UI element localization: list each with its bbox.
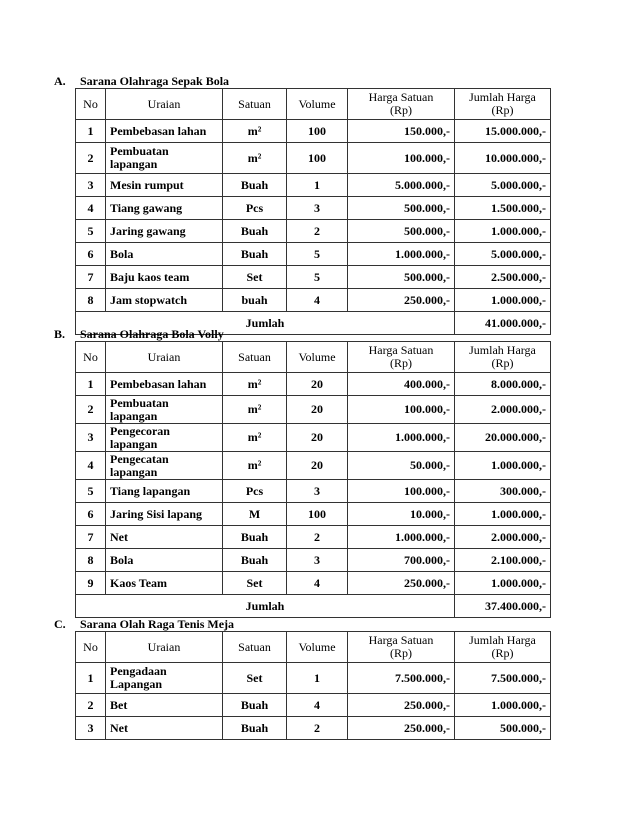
cell-satuan: Pcs xyxy=(223,480,287,503)
header-uraian: Uraian xyxy=(106,89,223,120)
cell-harga-satuan: 10.000,- xyxy=(348,503,455,526)
cell-harga-satuan: 1.000.000,- xyxy=(348,526,455,549)
cell-harga-satuan: 100.000,- xyxy=(348,396,455,424)
cell-harga-satuan: 250.000,- xyxy=(348,289,455,312)
cell-uraian: Tiang lapangan xyxy=(106,480,223,503)
cell-uraian xyxy=(106,143,223,174)
cell-volume: 1 xyxy=(287,663,348,694)
table-row xyxy=(76,120,551,143)
cell-harga-satuan: 500.000,- xyxy=(348,197,455,220)
cell-satuan: Buah xyxy=(223,717,287,740)
cell-no: 1 xyxy=(76,663,106,694)
cell-jumlah-harga: 2.100.000,- xyxy=(455,549,551,572)
section-b-title xyxy=(54,327,224,341)
cell-uraian xyxy=(106,663,223,694)
cell-uraian-line2: lapangan xyxy=(110,464,158,479)
table-row xyxy=(76,480,551,503)
table-row xyxy=(76,243,551,266)
table-header-row xyxy=(76,632,551,663)
header-uraian: Uraian xyxy=(106,342,223,373)
cell-volume: 4 xyxy=(287,289,348,312)
cell-uraian: Bola xyxy=(106,549,223,572)
cell-jumlah-harga: 20.000.000,- xyxy=(455,424,551,452)
table-bola-volly xyxy=(75,341,551,618)
header-jumlah-harga-line1: Jumlah Harga xyxy=(469,90,536,104)
cell-satuan: m² xyxy=(223,143,287,174)
header-jumlah-harga-line2: (Rp) xyxy=(491,356,514,370)
cell-harga-satuan: 500.000,- xyxy=(348,220,455,243)
cell-satuan: m² xyxy=(223,452,287,480)
cell-uraian: Mesin rumput xyxy=(106,174,223,197)
total-label: Jumlah xyxy=(76,595,455,618)
section-letter: B. xyxy=(54,327,66,341)
cell-uraian: Tiang gawang xyxy=(106,197,223,220)
cell-jumlah-harga: 8.000.000,- xyxy=(455,373,551,396)
cell-volume: 4 xyxy=(287,572,348,595)
cell-uraian: Kaos Team xyxy=(106,572,223,595)
cell-no: 4 xyxy=(76,197,106,220)
header-harga-satuan-line1: Harga Satuan xyxy=(368,633,434,647)
table-row xyxy=(76,197,551,220)
header-no: No xyxy=(76,342,106,373)
cell-volume: 5 xyxy=(287,266,348,289)
cell-jumlah-harga: 2.000.000,- xyxy=(455,396,551,424)
header-no: No xyxy=(76,632,106,663)
cell-volume: 20 xyxy=(287,396,348,424)
table-row xyxy=(76,452,551,480)
header-jumlah-harga xyxy=(455,632,551,663)
table-row xyxy=(76,549,551,572)
cell-satuan: Buah xyxy=(223,174,287,197)
cell-uraian: Bet xyxy=(106,694,223,717)
cell-volume: 5 xyxy=(287,243,348,266)
table-row xyxy=(76,503,551,526)
header-harga-satuan xyxy=(348,89,455,120)
header-satuan: Satuan xyxy=(223,632,287,663)
table-row xyxy=(76,266,551,289)
table-row xyxy=(76,143,551,174)
cell-uraian-line1: Pembuatan xyxy=(110,395,169,410)
cell-jumlah-harga: 10.000.000,- xyxy=(455,143,551,174)
cell-uraian-line2: lapangan xyxy=(110,408,158,423)
cell-harga-satuan: 1.000.000,- xyxy=(348,424,455,452)
cell-jumlah-harga: 5.000.000,- xyxy=(455,243,551,266)
header-volume: Volume xyxy=(287,632,348,663)
table-row xyxy=(76,424,551,452)
table-row xyxy=(76,220,551,243)
header-harga-satuan xyxy=(348,632,455,663)
cell-satuan: M xyxy=(223,503,287,526)
cell-harga-satuan: 100.000,- xyxy=(348,143,455,174)
cell-harga-satuan: 500.000,- xyxy=(348,266,455,289)
cell-no: 8 xyxy=(76,549,106,572)
cell-harga-satuan: 5.000.000,- xyxy=(348,174,455,197)
table-row xyxy=(76,717,551,740)
header-harga-satuan-line2: (Rp) xyxy=(390,356,412,370)
section-letter: A. xyxy=(54,74,66,88)
cell-uraian-line2: Lapangan xyxy=(110,677,163,691)
cell-satuan: Buah xyxy=(223,243,287,266)
cell-no: 2 xyxy=(76,143,106,174)
header-jumlah-harga xyxy=(455,342,551,373)
header-satuan: Satuan xyxy=(223,89,287,120)
cell-jumlah-harga: 1.000.000,- xyxy=(455,503,551,526)
cell-uraian-line1: Pembuatan xyxy=(110,144,169,158)
cell-jumlah-harga: 1.000.000,- xyxy=(455,572,551,595)
header-harga-satuan-line1: Harga Satuan xyxy=(368,90,434,104)
cell-satuan: Set xyxy=(223,572,287,595)
cell-satuan: Buah xyxy=(223,694,287,717)
cell-uraian: Net xyxy=(106,526,223,549)
cell-harga-satuan: 150.000,- xyxy=(348,120,455,143)
cell-no: 7 xyxy=(76,526,106,549)
cell-no: 1 xyxy=(76,120,106,143)
cell-satuan: m² xyxy=(223,120,287,143)
cell-satuan: m² xyxy=(223,373,287,396)
cell-jumlah-harga: 1.500.000,- xyxy=(455,197,551,220)
cell-harga-satuan: 250.000,- xyxy=(348,717,455,740)
cell-no: 4 xyxy=(76,452,106,480)
total-value: 37.400.000,- xyxy=(455,595,551,618)
cell-jumlah-harga: 5.000.000,- xyxy=(455,174,551,197)
cell-uraian: Jaring Sisi lapang xyxy=(106,503,223,526)
cell-volume: 2 xyxy=(287,526,348,549)
cell-uraian-line1: Pengecoran xyxy=(110,423,170,438)
cell-uraian: Pembebasan lahan xyxy=(106,120,223,143)
cell-no: 3 xyxy=(76,174,106,197)
header-jumlah-harga-line1: Jumlah Harga xyxy=(469,633,536,647)
cell-satuan: buah xyxy=(223,289,287,312)
cell-no: 6 xyxy=(76,243,106,266)
cell-volume: 3 xyxy=(287,197,348,220)
cell-harga-satuan: 100.000,- xyxy=(348,480,455,503)
cell-jumlah-harga: 1.000.000,- xyxy=(455,289,551,312)
header-jumlah-harga-line2: (Rp) xyxy=(491,646,514,660)
cell-uraian xyxy=(106,396,223,424)
table-row xyxy=(76,289,551,312)
cell-jumlah-harga: 7.500.000,- xyxy=(455,663,551,694)
table-header-row xyxy=(76,89,551,120)
header-harga-satuan-line2: (Rp) xyxy=(390,646,412,660)
cell-no: 8 xyxy=(76,289,106,312)
header-uraian: Uraian xyxy=(106,632,223,663)
cell-no: 6 xyxy=(76,503,106,526)
cell-satuan: m² xyxy=(223,396,287,424)
cell-no: 2 xyxy=(76,396,106,424)
table-row xyxy=(76,572,551,595)
cell-volume: 3 xyxy=(287,549,348,572)
cell-volume: 2 xyxy=(287,717,348,740)
section-letter: C. xyxy=(54,617,66,631)
table-sepak-bola xyxy=(75,88,551,335)
cell-volume: 100 xyxy=(287,503,348,526)
cell-harga-satuan: 700.000,- xyxy=(348,549,455,572)
cell-jumlah-harga: 2.000.000,- xyxy=(455,526,551,549)
cell-uraian xyxy=(106,424,223,452)
table-row xyxy=(76,396,551,424)
cell-jumlah-harga: 1.000.000,- xyxy=(455,220,551,243)
cell-volume: 20 xyxy=(287,373,348,396)
cell-no: 7 xyxy=(76,266,106,289)
cell-no: 9 xyxy=(76,572,106,595)
header-harga-satuan xyxy=(348,342,455,373)
table-row xyxy=(76,663,551,694)
cell-jumlah-harga: 1.000.000,- xyxy=(455,694,551,717)
cell-volume: 1 xyxy=(287,174,348,197)
cell-uraian-line2: lapangan xyxy=(110,157,158,171)
total-label: Jumlah xyxy=(76,312,455,335)
cell-uraian-line2: lapangan xyxy=(110,436,158,451)
cell-uraian xyxy=(106,452,223,480)
cell-no: 5 xyxy=(76,220,106,243)
cell-uraian: Baju kaos team xyxy=(106,266,223,289)
cell-satuan: Set xyxy=(223,663,287,694)
header-harga-satuan-line2: (Rp) xyxy=(390,103,412,117)
header-harga-satuan-line1: Harga Satuan xyxy=(368,343,434,357)
cell-uraian: Jam stopwatch xyxy=(106,289,223,312)
cell-no: 2 xyxy=(76,694,106,717)
header-jumlah-harga-line2: (Rp) xyxy=(491,103,514,117)
cell-volume: 20 xyxy=(287,452,348,480)
table-header-row xyxy=(76,342,551,373)
cell-no: 3 xyxy=(76,717,106,740)
cell-satuan: Buah xyxy=(223,526,287,549)
header-volume: Volume xyxy=(287,342,348,373)
cell-jumlah-harga: 15.000.000,- xyxy=(455,120,551,143)
cell-jumlah-harga: 300.000,- xyxy=(455,480,551,503)
header-no: No xyxy=(76,89,106,120)
table-row xyxy=(76,526,551,549)
section-a-title xyxy=(54,74,229,88)
cell-uraian-line1: Pengecatan xyxy=(110,451,169,466)
header-volume: Volume xyxy=(287,89,348,120)
cell-no: 5 xyxy=(76,480,106,503)
header-jumlah-harga-line1: Jumlah Harga xyxy=(469,343,536,357)
cell-uraian: Net xyxy=(106,717,223,740)
total-value: 41.000.000,- xyxy=(455,312,551,335)
cell-uraian-line1: Pengadaan xyxy=(110,664,167,678)
cell-uraian: Jaring gawang xyxy=(106,220,223,243)
cell-volume: 100 xyxy=(287,120,348,143)
cell-jumlah-harga: 500.000,- xyxy=(455,717,551,740)
cell-harga-satuan: 250.000,- xyxy=(348,694,455,717)
cell-volume: 20 xyxy=(287,424,348,452)
cell-no: 1 xyxy=(76,373,106,396)
cell-volume: 2 xyxy=(287,220,348,243)
cell-satuan: Buah xyxy=(223,549,287,572)
cell-satuan: Buah xyxy=(223,220,287,243)
cell-volume: 4 xyxy=(287,694,348,717)
cell-uraian: Pembebasan lahan xyxy=(106,373,223,396)
table-total-row xyxy=(76,595,551,618)
cell-no: 3 xyxy=(76,424,106,452)
cell-jumlah-harga: 1.000.000,- xyxy=(455,452,551,480)
cell-harga-satuan: 250.000,- xyxy=(348,572,455,595)
cell-volume: 3 xyxy=(287,480,348,503)
section-name: Sarana Olahraga Bola Volly xyxy=(80,327,224,341)
cell-satuan: Pcs xyxy=(223,197,287,220)
cell-harga-satuan: 50.000,- xyxy=(348,452,455,480)
cell-satuan: Set xyxy=(223,266,287,289)
cell-satuan: m² xyxy=(223,424,287,452)
cell-jumlah-harga: 2.500.000,- xyxy=(455,266,551,289)
cell-volume: 100 xyxy=(287,143,348,174)
section-name: Sarana Olahraga Sepak Bola xyxy=(80,74,230,88)
cell-harga-satuan: 400.000,- xyxy=(348,373,455,396)
table-row xyxy=(76,174,551,197)
header-satuan: Satuan xyxy=(223,342,287,373)
section-c-title xyxy=(54,617,234,631)
table-row xyxy=(76,373,551,396)
cell-harga-satuan: 1.000.000,- xyxy=(348,243,455,266)
table-tenis-meja xyxy=(75,631,551,740)
header-jumlah-harga xyxy=(455,89,551,120)
cell-harga-satuan: 7.500.000,- xyxy=(348,663,455,694)
table-row xyxy=(76,694,551,717)
section-name: Sarana Olah Raga Tenis Meja xyxy=(80,617,235,631)
cell-uraian: Bola xyxy=(106,243,223,266)
